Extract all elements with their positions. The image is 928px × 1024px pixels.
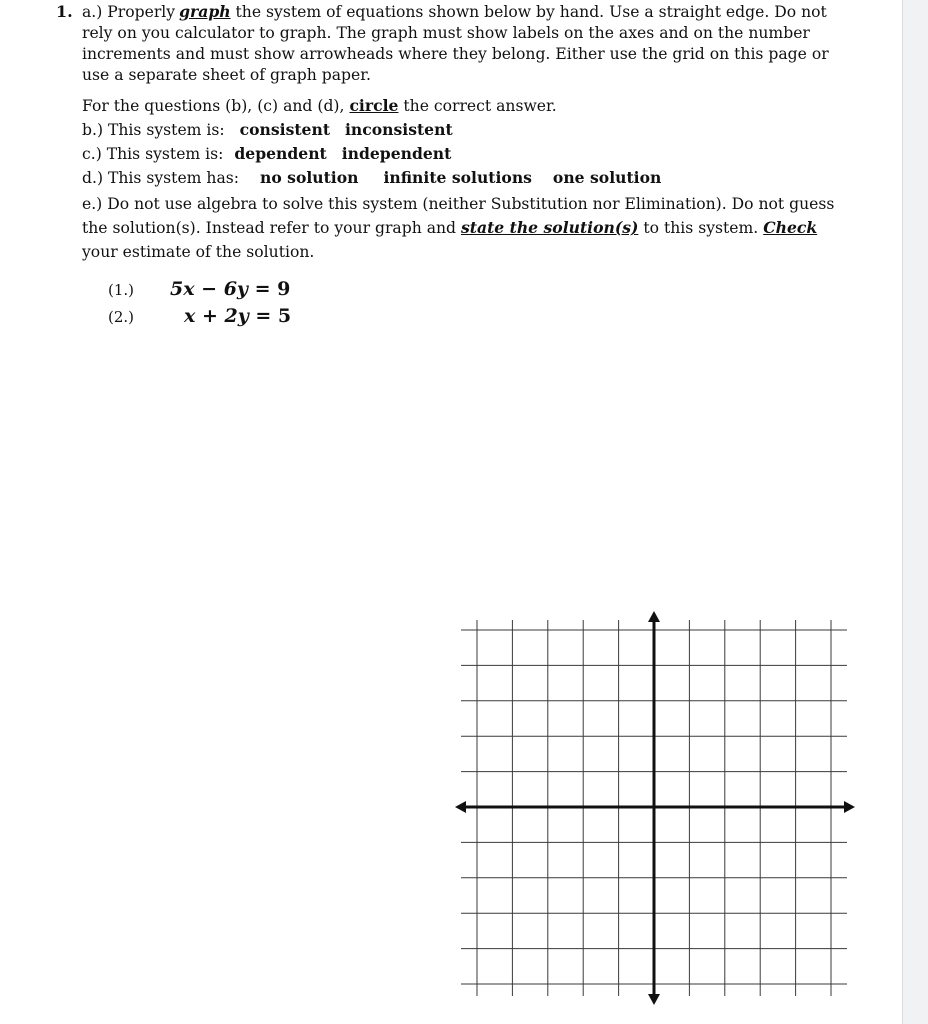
option-no-solution[interactable]: no solution <box>260 168 359 187</box>
part-b-line <box>82 119 453 141</box>
part-a-lead: a.) Properly <box>82 3 176 21</box>
option-independent[interactable]: independent <box>341 144 452 163</box>
part-e-text1: e.) Do not use algebra to solve this system (neither Substitution nor Elimination). Do not guess the solution(s). Instead refer to your graph and <box>82 195 835 237</box>
option-consistent[interactable]: consistent <box>239 120 331 139</box>
graph-grid[interactable] <box>455 608 855 1008</box>
part-c-line <box>82 143 451 165</box>
arrow-left-icon <box>455 801 466 813</box>
equation-2-lhs: x + 2y <box>184 305 249 327</box>
arrow-down-icon <box>648 994 660 1005</box>
instructions-line <box>82 95 557 117</box>
circle-emphasis: circle <box>349 96 399 115</box>
equation-1-lhs: 5x − 6y <box>170 278 248 300</box>
instructions-before: For the questions (b), (c) and (d), <box>82 97 345 115</box>
part-a-body: the system of equations shown below by hand. Use a straight edge. Do not rely on you calculator to graph. The graph must show labels on the axes and on the number increments and must show arrowheads where they belong. Either use the grid on this page or use a separate sheet of graph paper. <box>82 3 829 84</box>
option-inconsistent[interactable]: inconsistent <box>345 120 453 139</box>
option-one-solution[interactable]: one solution <box>552 168 662 187</box>
equation-1-label: (1.) <box>108 281 135 299</box>
part-a-text <box>82 1 852 86</box>
arrow-right-icon <box>844 801 855 813</box>
scrollbar-gutter[interactable] <box>902 0 928 1024</box>
part-c-prompt: c.) This system is: <box>82 145 224 163</box>
part-b-prompt: b.) This system is: <box>82 121 225 139</box>
part-e-text3: your estimate of the solution. <box>82 243 315 261</box>
part-d-prompt: d.) This system has: <box>82 169 240 187</box>
part-e-text2: to this system. <box>643 219 759 237</box>
equation-1-rhs: = 9 <box>247 278 291 300</box>
instructions-after: the correct answer. <box>403 97 557 115</box>
state-solution-emphasis: state the solution(s) <box>460 218 639 237</box>
part-e-text <box>82 192 852 264</box>
arrow-up-icon <box>648 611 660 622</box>
question-number: 1. <box>56 2 73 21</box>
equation-2-rhs: = 5 <box>248 305 292 327</box>
check-emphasis: Check <box>763 218 818 237</box>
option-infinite-solutions[interactable]: infinite solutions <box>383 168 532 187</box>
equation-2-label: (2.) <box>108 308 135 326</box>
part-d-line <box>82 167 661 189</box>
option-dependent[interactable]: dependent <box>234 144 327 163</box>
graph-emphasis: graph <box>179 2 231 21</box>
